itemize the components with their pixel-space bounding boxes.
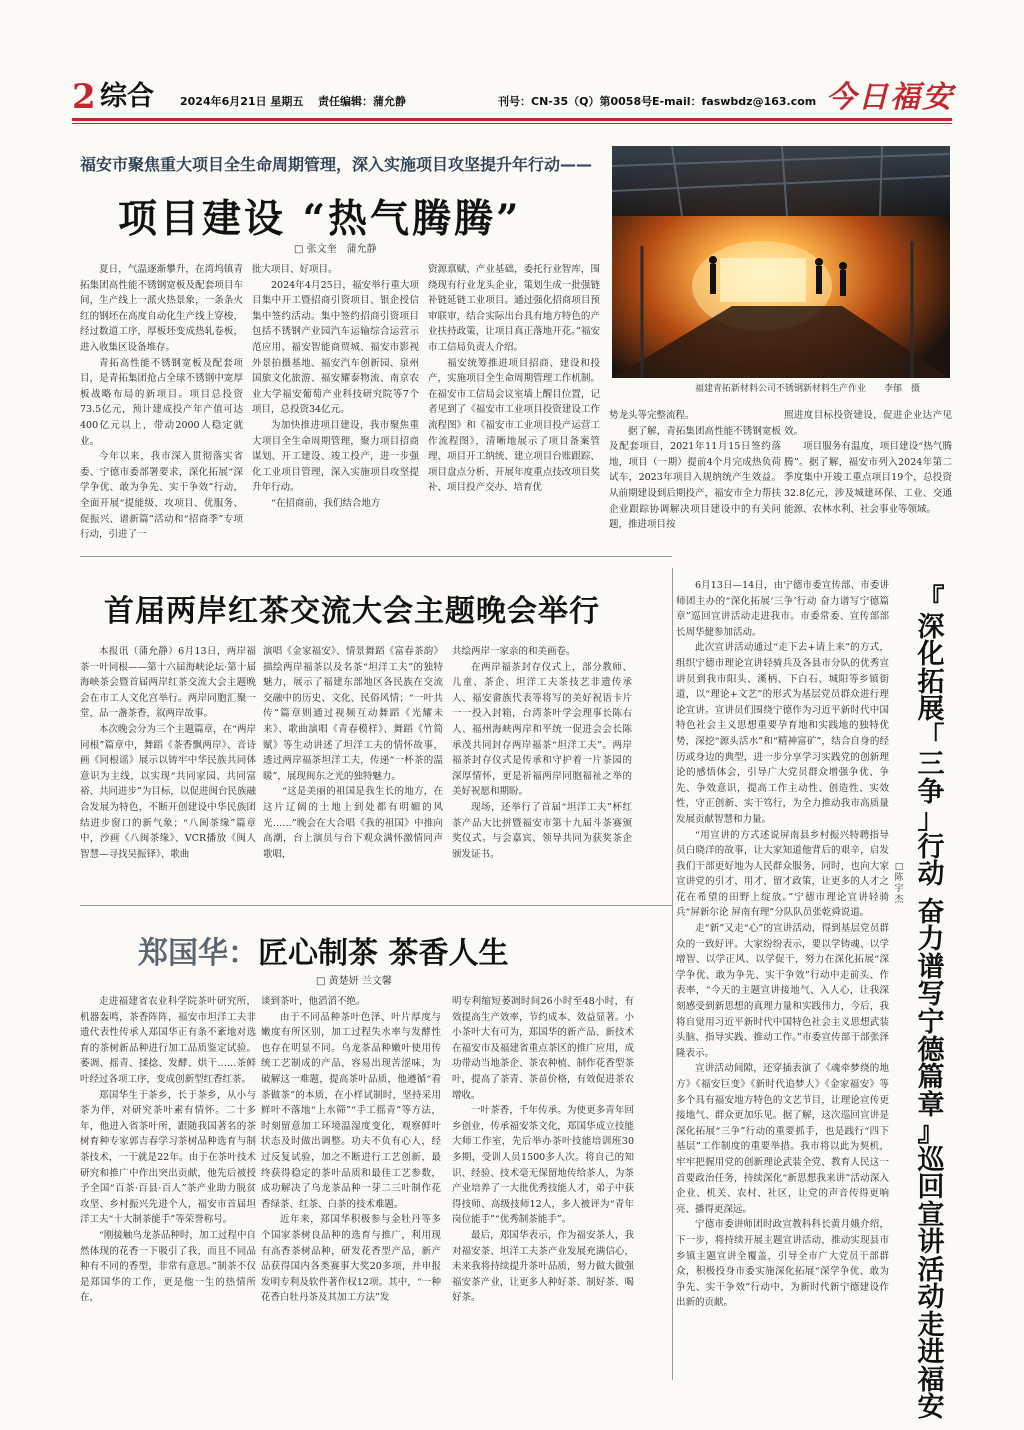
paragraph: 批大项目、好项目。 [252,264,338,275]
headline-glyph: 力 [917,924,945,956]
headline-glyph: 安 [917,1392,945,1424]
publication-number: 刊号：CN-35（Q）第0058号 [498,95,653,108]
headline-glyph: 进 [917,1337,945,1369]
paragraph: 明专利缩短萎凋时间26小时至48小时，有效提高生产效率，节约成本、效益显著。小小茶叶大有可为，郑国华的新产品、新技术在福安市及福建省重点茶区的推广应用，成功带动当地茶企、茶农种植、制作花香型茶叶，提高了茶青、茶苗价格，有效促进茶农增收。 [452,996,634,1101]
article1-column-3 [428,262,600,544]
article1-column-2 [252,262,419,544]
headline-glyph: 福 [917,1364,945,1396]
paragraph: 走进福建省农业科学院茶叶研究所，机器轰鸣，茶香阵阵，福安市坦洋工夫非遗代表性传承人郑国华正有条不紊地对选育的茶树新品种进行加工品质鉴定试验。萎凋、摇青、揉捻、发酵、烘干……茶鲜叶经过各项工序，变成创新型红香红茶。 [80,996,256,1085]
headline-glyph: 』 [917,1117,945,1149]
paragraph: “刚接触乌龙茶品种时，加工过程中自然体现的花香一下吸引了我，而且不同品种有不同的香型，非常有意思。”制茶不仅是郑国华的工作，更是他一生的热情所在， [80,1229,256,1304]
headline-glyph: 篇 [917,1062,945,1094]
paragraph: “用宣讲的方式述说屏南县乡村振兴特聘指导员白晓洋的故事，让大家知道他背后的艰辛，启发我们干部更好地为人民群众服务，同时，也向大家宣讲党的引才、用才、留才政策，让更多的人才之花在希望的田野上绽放。”宁德市理论宣讲轻骑兵“屏新尔论 屏南有理”分队队员张乾舜说道。 [676,829,889,919]
headline-glyph: 走 [917,1309,945,1341]
paragraph: 夏日，气温逐渐攀升，在湾坞镇青拓集团高性能不锈钢宽板及配套项目车间，生产线上一派火热景象，一条条火红的钢坯在高度自动化生产线上穿梭，经过数道工序，厚板坯变成热轧卷板，进入收集区设备堆存。 [80,264,243,353]
article4-vertical-headline [910,584,952,1424]
headline-glyph: 争 [917,776,945,808]
paragraph: 青拓高性能不锈钢宽板及配套项目，是青拓集团抢占全球不锈钢中宽厚板战略布局的新项目。项目总投资73.5亿元，预计建成投产年产值可达400亿元以上，带动2000人稳定就业。 [80,357,243,447]
article2-column-1 [80,644,256,896]
article3-headline-title: 匠心制茶 茶香人生 [258,936,509,971]
article4-body [676,578,889,1380]
headline-glyph: 三 [917,749,945,781]
article3-column-3 [452,994,634,1380]
paragraph: 共绘两岸一家亲的和美画卷。 [452,646,576,657]
headline-glyph: 写 [917,979,945,1011]
photo-caption: 福建青拓新材料公司不锈钢新材料生产作业 李郁 摄 [695,384,921,394]
headline-glyph: 行 [917,831,945,863]
masthead-rule-thin [72,123,952,124]
article3-headline-name: 郑国华： [138,936,258,971]
paragraph: “在招商前，我们结合地方 [271,497,381,509]
paragraph: 最后，郑国华表示，作为福安茶人，我对福安茶、坦洋工夫茶产业发展充满信心，未来我将持续提升茶叶品质，努力做大做强福安茶产业，让更多人种好茶、制好茶、喝好茶。 [452,1229,634,1304]
issue-date: 2024年6月21日 星期五 [180,95,304,108]
paragraph: 谈到茶叶，他滔滔不绝。 [261,996,366,1007]
paragraph: 由于不同品种茶叶色泽、叶片厚度与嫩度有所区别，加工过程失水率与发酵性也存在明显不同。乌龙茶品种嫩叶使用传统工艺制成的产品，容易出现苦涩味，为破解这一难题，提高茶叶品质，他遵循“看茶做茶”的本质，在小样试制时，坚持采用鲜叶不落地“上水筛”“手工摇青”等方法，时刻留意加工环境温湿度变化，观察鲜叶状态及时做出调整。功夫不负有心人，经过反复试验，加之不断进行工艺创新，最终获得稳定的茶叶品质和最佳工艺参数，成功解决了乌龙茶品种一芽二三叶制作花香绿茶、红茶、白茶的技术难题。 [261,1011,441,1210]
paragraph: 此次宣讲活动通过“走下去+请上来”的方式，组织宁德市理论宣讲轻骑兵及各县市分队的优秀宣讲员到我市阳头、溪柄、下白石、城阳等乡镇街道，以“理论+文艺”的形式为基层党员群众进行理论宣讲。宣讲员们围绕宁德作为习近平新时代中国特色社会主义思想重要孕育地和实践地的独特优势，深挖“源头活水”和“精神富矿”，结合自身的经历或身边的典型，进一步分享学习实践党的创新理论的感悟体会，引导广大党员群众增强争优、争先、争效意识，提高工作主动性、创造性、实效性，守正创新、实干笃行，为全力推动我市高质量发展贡献智慧和力量。 [676,642,889,825]
paragraph: 本报讯（蒲允静）6月13日，两岸福茶一叶同根——第十六届海峡论坛·第十届海峡茶会暨首届两岸红茶交流大会主题晚会在市工人文化宫举行。两岸同胞汇聚一堂，品一盏茶香，叙两岸故事。 [80,646,256,720]
paragraph: 资源禀赋、产业基础，委托行业智库，围绕现有行业龙头企业，策划生成一批强链补链延链工业项目。通过强化招商项目预审联审，结合实际出台具有地方特色的产业扶持政策，让项目真正落地开花。”福安市工信局负责人介绍。 [428,264,600,353]
article3-byline: □ 黄楚妍 兰文馨 [316,976,392,987]
article3-column-1 [80,994,256,1380]
paragraph: 6月13日—14日，由宁德市委宣传部、市委讲师团主办的“深化拓展‘三争’行动 奋力谱写宁德篇章”巡回宣讲活动走进我市。市委常委、宣传部部长周华健参加活动。 [676,580,889,638]
paragraph: 在两岸福茶封存仪式上，部分教师、儿童、茶企、坦洋工夫茶技艺非遗传承人、福安畲族代表等将写的美好祝语卡片一一投入封箱，台湾茶叶学会理事长陈右人、福州海峡两岸和平统一促进会会长陈承茂共同封存两岸福茶“坦洋工夫”。两岸福茶封存仪式是传承和守护着一片茶园的深厚情怀，更是祈福两岸同胞福祉之举的美好祝愿和期盼。 [452,661,632,798]
paragraph: 宁德市委讲师团时政宣教科科长黄月娥介绍，下一步，将持续开展主题宣讲活动，推动实现县市乡镇主题宣讲全覆盖，引导全市广大党员干部群众，积极投身市委实施深化拓展“深学争优、敢为争先、实干争效”行动中，为新时代新宁德建设作出新的贡献。 [676,1219,889,1309]
paragraph: 势龙头等完整流程。 [609,410,695,421]
headline-glyph: 讲 [917,1227,945,1259]
section-divider [80,556,672,557]
headline-glyph: 宣 [917,1199,945,1231]
paragraph: “这是美丽的祖国是我生长的地方，在这片辽阔的土地上到处都有明媚的风光……”晚会在大合唱《我的祖国》中推向高潮，台上演员与台下观众满怀激情同声歌唱， [263,786,443,860]
article1-headline: 项目建设 “热气腾腾” [118,196,522,242]
headline-glyph: 回 [917,1172,945,1204]
headline-glyph: 巡 [917,1144,945,1176]
headline-glyph: 动 [917,859,945,891]
article2-headline: 首届两岸红茶交流大会主题晚会举行 [104,594,600,629]
paragraph: 本次晚会分为三个主题篇章，在“两岸同根”篇章中，舞蹈《茶香飘两岸》、音诗画《同根谣》展示以铸牢中华民族共同体意识为主线，以实现“共同家园、共同富裕、共同进步”为目标，以促进闽台民族融合发展为特色，不断开创建设中华民族团结进步窗口的新气象；“八闽茶缘”篇章中，沙画《八闽茶缘》、VCR播放《闽人智慧—寻找吴振铎》、歌曲 [80,723,256,860]
article3-column-2 [261,994,441,1380]
factory-photo-image [612,146,950,378]
steel-production-photo [612,146,950,378]
paragraph: 走“新”又走“心”的宣讲活动，得到基层党员群众的一致好评。大家纷纷表示，要以学铸魂、以学增智、以学正风、以学促干，努力在深化拓展“深学争优、敢为争先、实干争效”行动中走前头、作表率，“今天的主题宣讲接地气、入人心，让我深刻感受到新思想的真理力量和实践伟力，今后，我将自觉用习近平新时代中国特色社会主义思想武装头脑、指导实践、推动工作。”市委宣传部干部张泽隆表示。 [676,923,889,1059]
section-divider [80,905,672,906]
paragraph: 郑国华生于茶乡，长于茶乡，从小与茶为伴，对研究茶叶素有情怀。二十多年，他进入省茶叶所，跟随我国著名的茶树育种专家郭吉春学习茶树品种选育与制茶技术，一干就是22年。由于在茶叶技术研究和推广中作出突出贡献，他先后被授予全国“百茶·百县·百人”茶产业助力脱贫攻坚、乡村振兴先进个人，福安市首届坦洋工夫“十大制茶能手”等荣誉称号。 [80,1089,256,1226]
paragraph: 宣讲活动间隙，还穿插表演了《魂牵梦绕的地方》《福安巨变》《新时代追梦人》《金家福安》等多个具有福安地方特色的文艺节目，让理论宣传更接地气、群众更加乐见。据了解，这次巡回宣讲是深化拓展“三争”行动的重要抓手，也是践行“四下基层”工作制度的重要举措。我市将以此为契机，牢牢把握用党的创新理论武装全党、教育人民这一首要政治任务，持续深化“新思想我来讲”活动深入企业、机关、农村、社区，让党的声音传得更响亮、播得更深远。 [676,1063,889,1215]
paragraph: 演唱《金家福安》、情景舞蹈《富春茶韵》描绘两岸福茶以及名茶“坦洋工夫”的独特魅力，展示了福建东部地区各民族在交流交融中的历史、文化、民俗风情；“一叶共传”篇章则通过视频互动舞蹈《光耀未来》、歌曲演唱《青春模样》、舞蹈《竹简赋》等生动讲述了坦洋工夫的情怀故事，透过两岸福茶坦洋工夫，传递“一杯茶的温暖”，展现闽东之光的独特魅力。 [263,646,443,782]
headline-glyph: 化 [917,639,945,671]
article2-column-3 [452,644,632,896]
article1-column-1 [80,262,243,544]
article3-headline [138,928,508,972]
page-number: 2 [72,77,96,117]
contact-email: E-mail：faswbdz@163.com [652,95,817,108]
paragraph: 为加快推进项目建设，我市聚焦重大项目全生命周期管理，聚力项目招商谋划、开工建设、竣工投产，进一步强化工业项目管理，深入实施项目攻坚提升年行动。 [252,419,419,494]
headline-glyph: 拓 [917,666,945,698]
article2-column-2 [263,644,443,896]
newspaper-logo: 今日福安 [826,80,954,115]
headline-glyph: 活 [917,1254,945,1286]
column-separator [672,568,673,1380]
paragraph: 一叶茶香，千年传承。为使更多青年回乡创业，传承福安茶文化，郑国华成立技能大师工作室，先后举办茶叶技能培训班30多期，受训人员1500多人次。将自己的知识、经验、技术毫无保留地传给茶人，为茶产业培养了一大批优秀技能人才，弟子中获得技师、高级技师12人，多人被评为“青年岗位能手”“优秀制茶能手”。 [452,1105,634,1226]
article4-byline: □ 陈 宇 杰 [894,862,904,905]
headline-glyph: 「 [917,721,945,753]
editor-credit: 责任编辑：蒲允静 [318,95,406,108]
masthead-rule [72,118,952,121]
paragraph: 现场，还举行了首届“坦洋工夫”杯红茶产品大比拼暨福安市第十九届斗茶赛颁奖仪式。与会嘉宾、领导共同为获奖茶企颁发证书。 [452,801,632,860]
section-name: 综合 [100,81,154,112]
article1-byline: □ 张文奎 蒲允静 [294,244,377,255]
headline-glyph: 动 [917,1282,945,1314]
article1-column-5 [784,408,952,544]
headline-glyph: 『 [917,584,945,615]
headline-glyph: 德 [917,1034,945,1066]
paragraph: 据了解，青拓集团高性能不锈钢宽板及配套项目，2021年11月15日签约落地，项目（一期）提前4个月完成热负荷试车，2023年项目入规纳统产生效益。从前期建设到后期投产，福安市全力帮扶企业跟踪协调解决项目建设中的有关问题，推进项目按 [609,425,781,531]
headline-glyph: 展 [917,694,945,726]
headline-glyph: 章 [917,1089,945,1121]
headline-glyph: 奋 [917,896,945,928]
paragraph: 项目服务有温度，项目建设“热气腾腾”。据了解，福安市列入2024年第二季度集中开竣工重点项目19个，总投资32.8亿元，涉及城建环保、工业、交通能源、农林水利、社会事业等领域。 [784,441,952,515]
paragraph: 近年来，郑国华积极参与金牡丹等多个国家茶树良品种的选育与推广，利用现有高香茶树品种，研发花香型产品，新产品获得国内各类赛事大奖20多项，并申报发明专利及软件著作权12项。其中，“一种花香白牡丹茶及其加工方法”发 [261,1214,441,1304]
headline-glyph: 」 [917,804,945,836]
headline-glyph: 深 [917,611,945,643]
paragraph: 照进度目标投资建设，促进企业达产见效。 [784,410,952,437]
paragraph: 福安统筹推进项目招商、建设和投产，实施项目全生命周期管理工作机制。在福安市工信局会议室墙上醒目位置，记者见到了《福安市工业项目投资建设工作流程图》和《福安市工业项目投产运营工作流程图》，清晰地展示了项目备案管理、项目开工纳统、建立项目台账跟踪、项目盘点分析、开展年度重点技改项目奖补、项目投产交办、培育优 [428,357,600,494]
paragraph: 2024年4月25日，福安举行重大项目集中开工暨招商引资项目、银企授信集中签约活动。集中签约招商引资项目包括不锈钢产业园汽车运输综合运营示范应用、福安智能商贸城、福安市影视外景拍摄基地、福安汽车创新园、泉州国旅文化旅游、福安耀泰物流、南京农业大学福安葡萄产业科技研究院等7个项目，总投资34亿元。 [252,279,419,416]
headline-glyph: 谱 [917,951,945,983]
headline-glyph: 宁 [917,1006,945,1038]
article1-column-4 [609,408,781,544]
article1-kicker: 福安市聚焦重大项目全生命周期管理，深入实施项目攻坚提升年行动—— [80,155,593,174]
paragraph: 今年以来，我市深入贯彻落实省委、宁德市委部署要求，深化拓展“深学争优、敢为争先、实干争效”行动，全面开展“提能级、攻项目、优服务、促振兴、谱新篇”活动和“招商季”专项行动，引进了一 [80,451,243,541]
